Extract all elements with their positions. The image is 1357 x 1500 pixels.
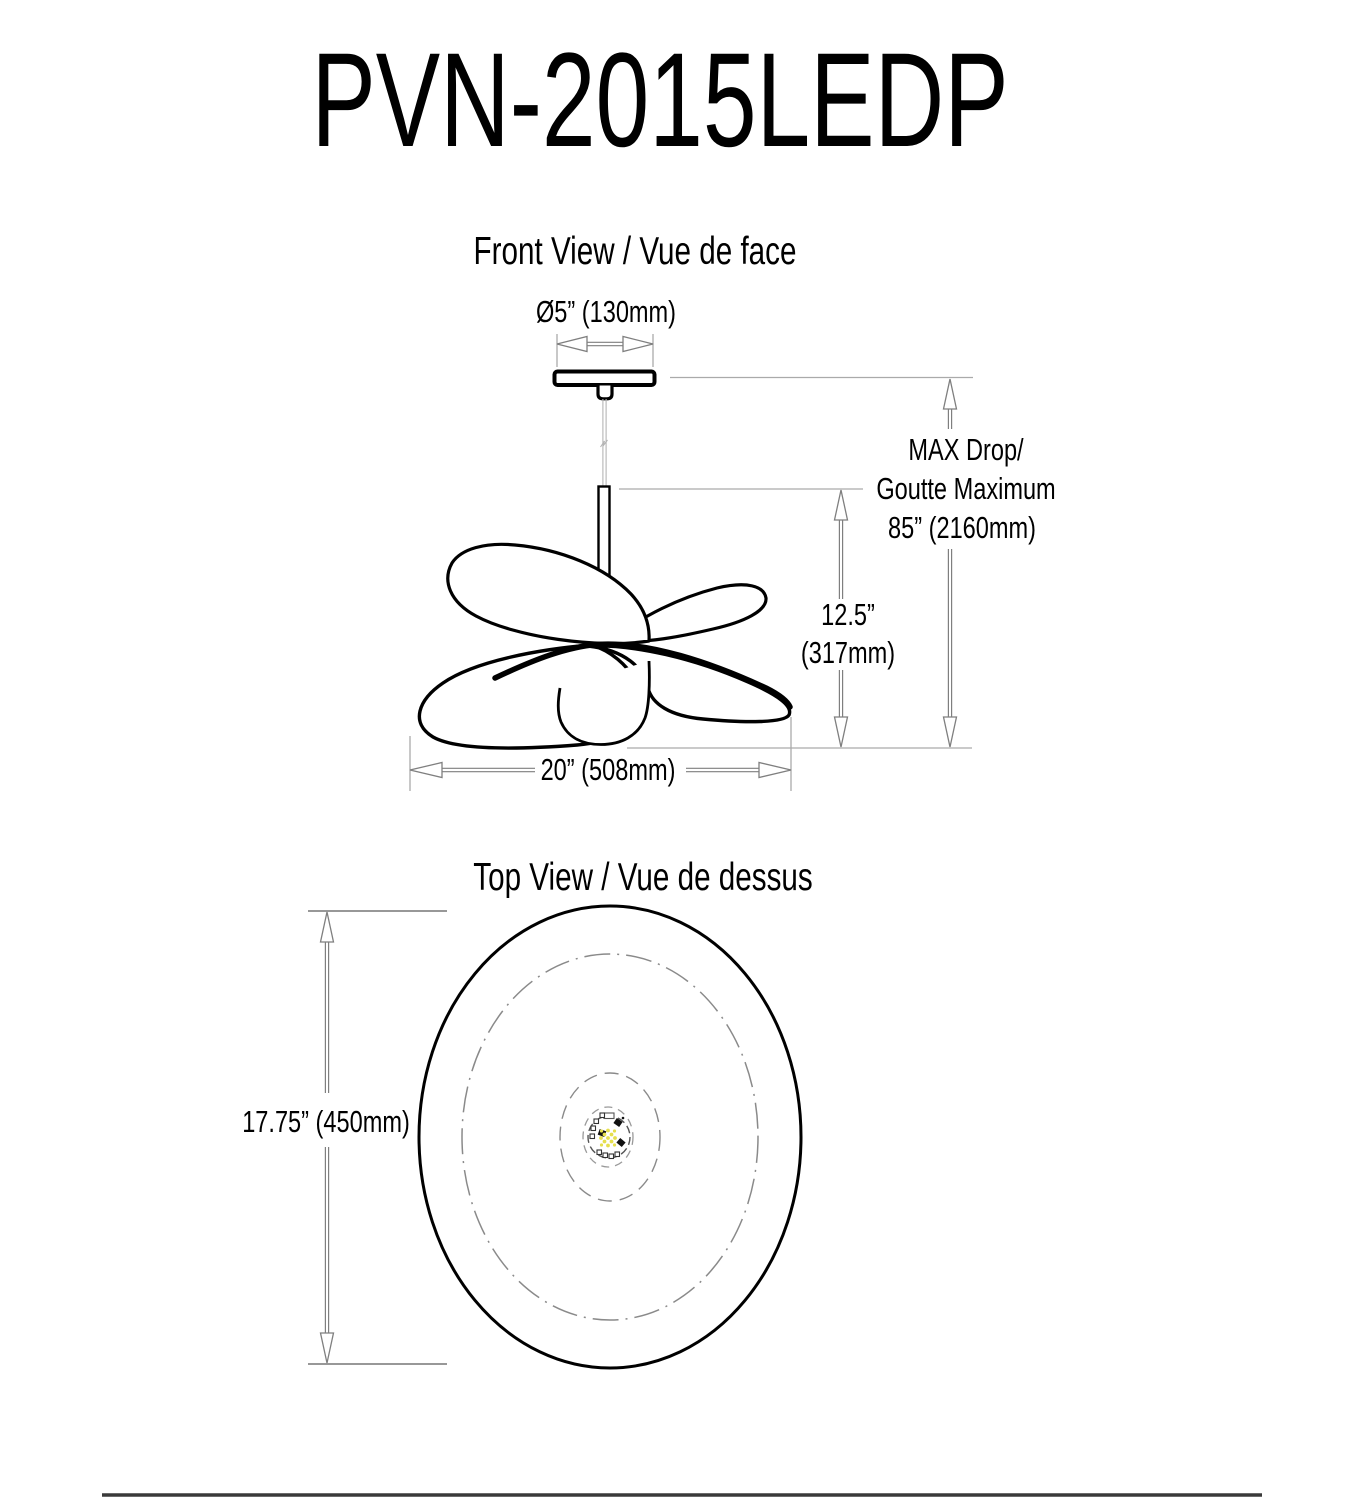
arrowhead-up-icon xyxy=(835,490,848,520)
canopy-diameter-text: Ø5” (130mm) xyxy=(535,294,677,329)
fixture-height-text-line1: 12.5” xyxy=(821,597,875,632)
suspension-cable xyxy=(601,399,608,486)
canopy-diameter-dimension xyxy=(557,337,653,352)
arrowhead-right-icon xyxy=(759,763,791,778)
arrowhead-down-icon xyxy=(835,717,848,747)
fixture-depth-text: 17.75” (450mm) xyxy=(242,1104,410,1139)
front-view-label: Front View / Vue de face xyxy=(473,230,797,273)
arrowhead-down-icon xyxy=(321,1333,334,1363)
front-view-drawing xyxy=(410,334,973,791)
fixture-height-text-line2: (317mm) xyxy=(800,635,896,670)
arrowhead-left-icon xyxy=(557,337,587,352)
led-board-notch xyxy=(604,1113,614,1119)
led-chip-array xyxy=(599,1129,617,1148)
petal-upper-left xyxy=(448,544,649,643)
fixture-width-text: 20” (508mm) xyxy=(540,752,676,787)
max-drop-text-line1: MAX Drop/ xyxy=(908,432,1024,467)
canopy-connector xyxy=(598,386,612,399)
max-drop-text-line3: 85” (2160mm) xyxy=(888,510,1036,545)
page-title: PVN-2015LEDP xyxy=(311,26,1009,175)
arrowhead-up-icon xyxy=(944,379,957,409)
arrowhead-down-icon xyxy=(944,717,957,747)
arrowhead-left-icon xyxy=(410,763,442,778)
max-drop-text-line2: Goutte Maximum xyxy=(876,471,1056,506)
ceiling-canopy xyxy=(555,372,655,386)
top-view-label: Top View / Vue de dessus xyxy=(473,856,813,899)
arrowhead-up-icon xyxy=(321,912,334,942)
arrowhead-right-icon xyxy=(623,337,653,352)
pendant-shade xyxy=(419,544,790,748)
